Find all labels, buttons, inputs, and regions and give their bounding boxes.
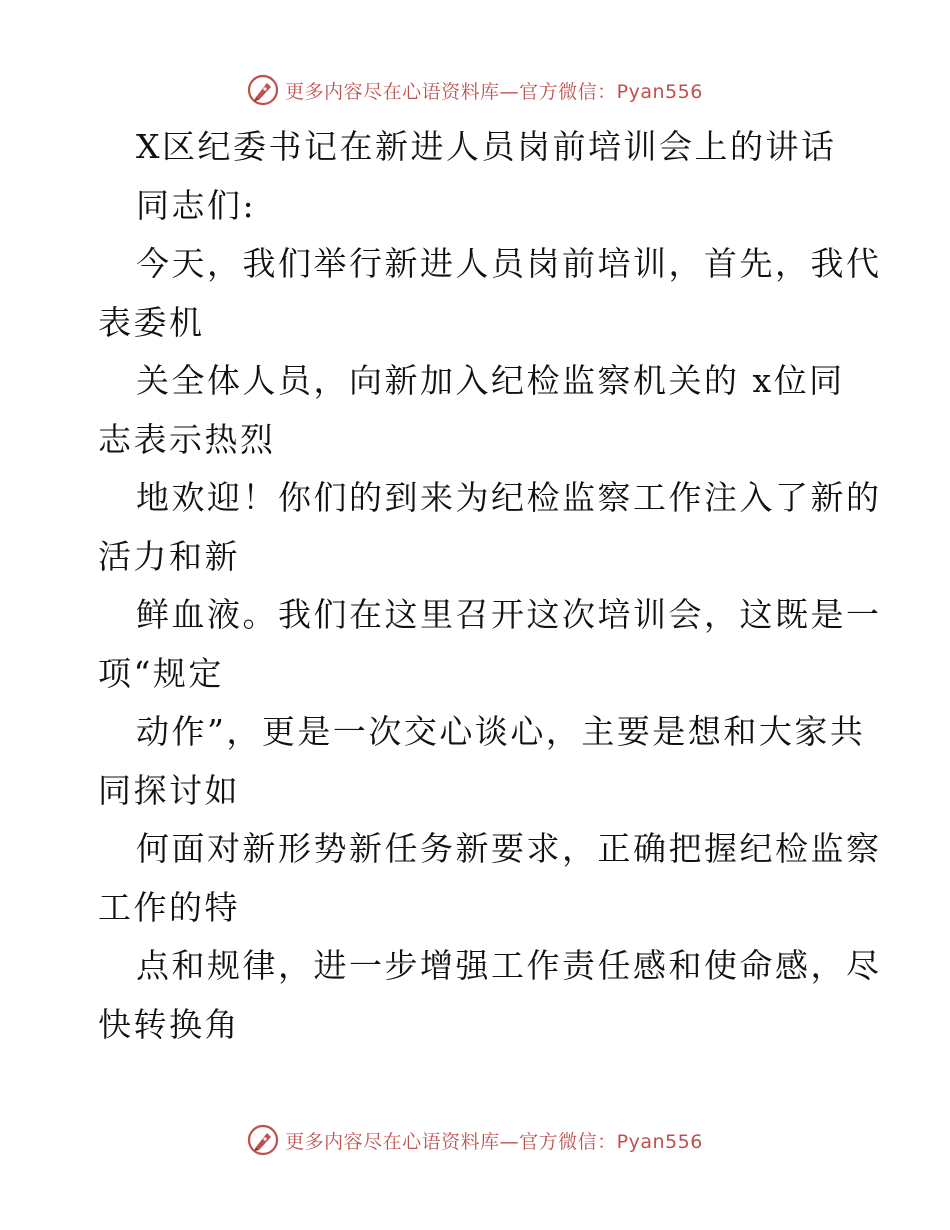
text-line: 今天，我们举行新进人员岗前培训，首先，我代 [136, 244, 882, 283]
text-line: 点和规律，进一步增强工作责任感和使命感，尽 [136, 946, 882, 985]
watermark-group [247, 74, 703, 106]
footer-watermark [0, 1120, 950, 1160]
text-line: 何面对新形势新任务新要求，正确把握纪检监察 [136, 829, 882, 868]
document-body [98, 118, 882, 1054]
text-line: 地欢迎！你们的到来为纪检监察工作注入了新的 [136, 478, 882, 517]
text-line: 活力和新 [98, 536, 240, 576]
text-line: 鲜血液。我们在这里召开这次培训会，这既是一 [136, 595, 882, 634]
watermark-text: 更多内容尽在心语资料库—官方微信：Pyan556 [285, 1130, 703, 1153]
text-line: 动作”，更是一次交心谈心，主要是想和大家共 [136, 712, 866, 751]
watermark-group [247, 1124, 703, 1156]
text-line: 同志们: [136, 185, 257, 225]
text-line: 同探讨如 [98, 770, 240, 810]
text-line: 表委机 [98, 302, 205, 342]
text-line: 志表示热烈 [98, 419, 276, 459]
text-line: 快转换角 [98, 1004, 240, 1044]
text-line: 工作的特 [98, 887, 240, 927]
text-line: 项“规定 [98, 653, 224, 693]
text-line: 关全体人员，向新加入纪检监察机关的 x位同 [136, 361, 845, 400]
text-line: X区纪委书记在新进人员岗前培训会上的讲话 [136, 127, 837, 166]
pen-nib-logo-icon [247, 74, 279, 106]
pen-nib-logo-icon [247, 1124, 279, 1156]
watermark-text: 更多内容尽在心语资料库—官方微信：Pyan556 [285, 80, 703, 103]
header-watermark [0, 70, 950, 110]
